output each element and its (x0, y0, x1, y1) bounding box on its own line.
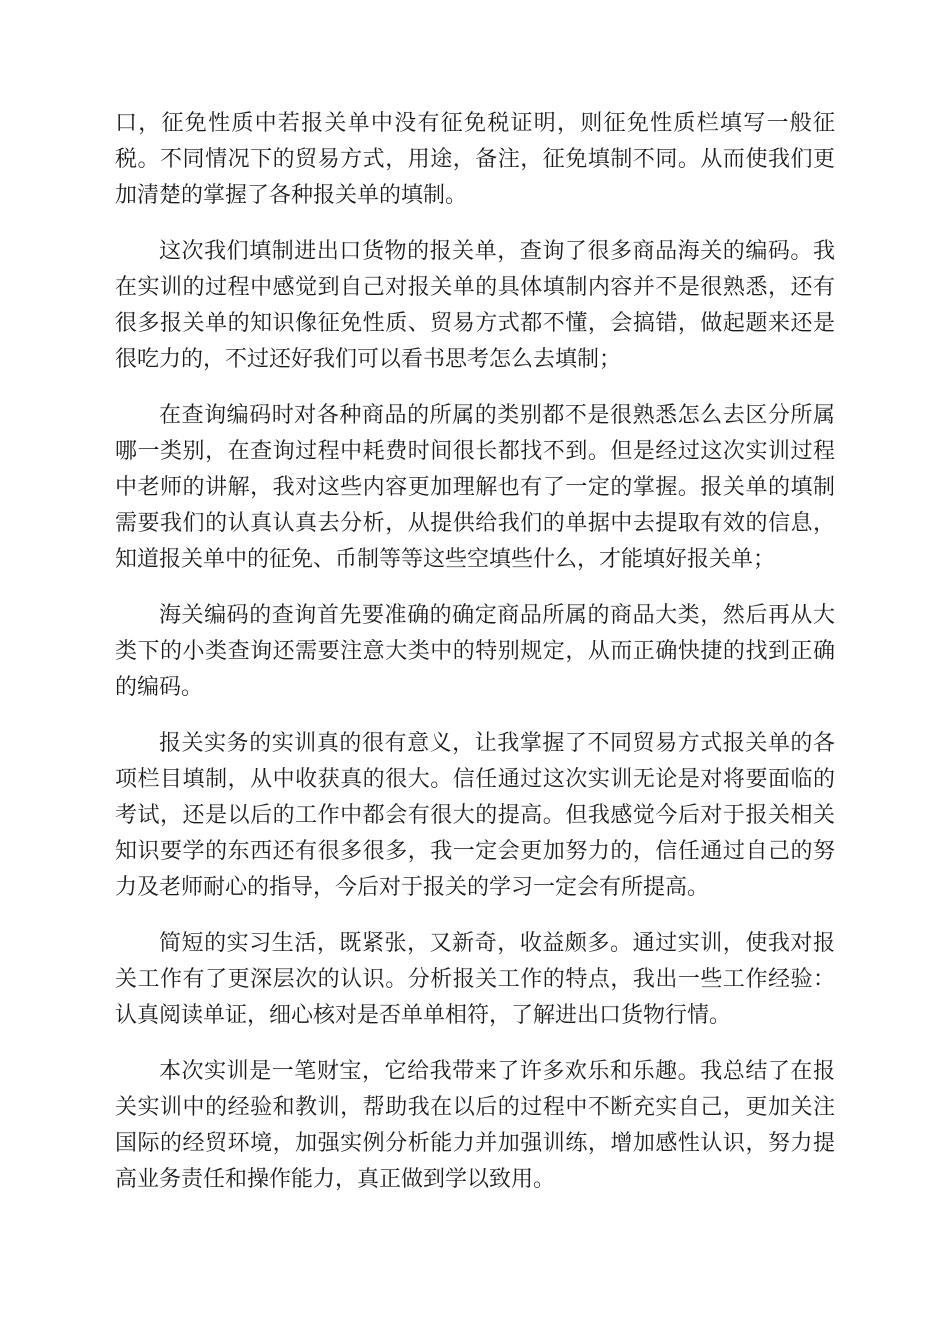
paragraph-6: 简短的实习生活，既紧张，又新奇，收益颇多。通过实训，使我对报关工作有了更深层次的认识。分析报关工作的特点，我出一些工作经验：认真阅读单证，细心核对是否单单相符，了解进出口货物行情。 (115, 931, 835, 1028)
paragraph-4: 海关编码的查询首先要准确的确定商品所属的商品大类，然后再从大类下的小类查询还需要注意大类中的特别规定，从而正确快捷的找到正确的编码。 (115, 603, 835, 700)
paragraph-3: 在查询编码时对各种商品的所属的类别都不是很熟悉怎么去区分所属哪一类别，在查询过程中耗费时间很长都找不到。但是经过这次实训过程中老师的讲解，我对这些内容更加理解也有了一定的掌握。报关单的填制需要我们的认真认真去分析，从提供给我们的单据中去提取有效的信息，知道报关单中的征免、币制等等这些空填些什么，才能填好报关单； (115, 403, 835, 572)
paragraph-5: 报关实务的实训真的很有意义，让我掌握了不同贸易方式报关单的各项栏目填制，从中收获真的很大。信任通过这次实训无论是对将要面临的考试，还是以后的工作中都会有很大的提高。但我感觉今后对于报关相关知识要学的东西还有很多很多，我一定会更加努力的，信任通过自己的努力及老师耐心的指导，今后对于报关的学习一定会有所提高。 (115, 731, 835, 900)
paragraph-7: 本次实训是一笔财宝，它给我带来了许多欢乐和乐趣。我总结了在报关实训中的经验和教训，帮助我在以后的过程中不断充实自己，更加关注国际的经贸环境，加强实例分析能力并加强训练，增加感性认识，努力提高业务责任和操作能力，真正做到学以致用。 (115, 1059, 835, 1192)
paragraph-1: 口，征免性质中若报关单中没有征免税证明，则征免性质栏填写一般征税。不同情况下的贸易方式，用途，备注，征免填制不同。从而使我们更加清楚的掌握了各种报关单的填制。 (115, 111, 835, 208)
document-page (115, 106, 835, 1218)
paragraph-2: 这次我们填制进出口货物的报关单，查询了很多商品海关的编码。我在实训的过程中感觉到自己对报关单的具体填制内容并不是很熟悉，还有很多报关单的知识像征免性质、贸易方式都不懂，会搞错，做起题来还是很吃力的，不过还好我们可以看书思考怎么去填制； (115, 239, 835, 372)
